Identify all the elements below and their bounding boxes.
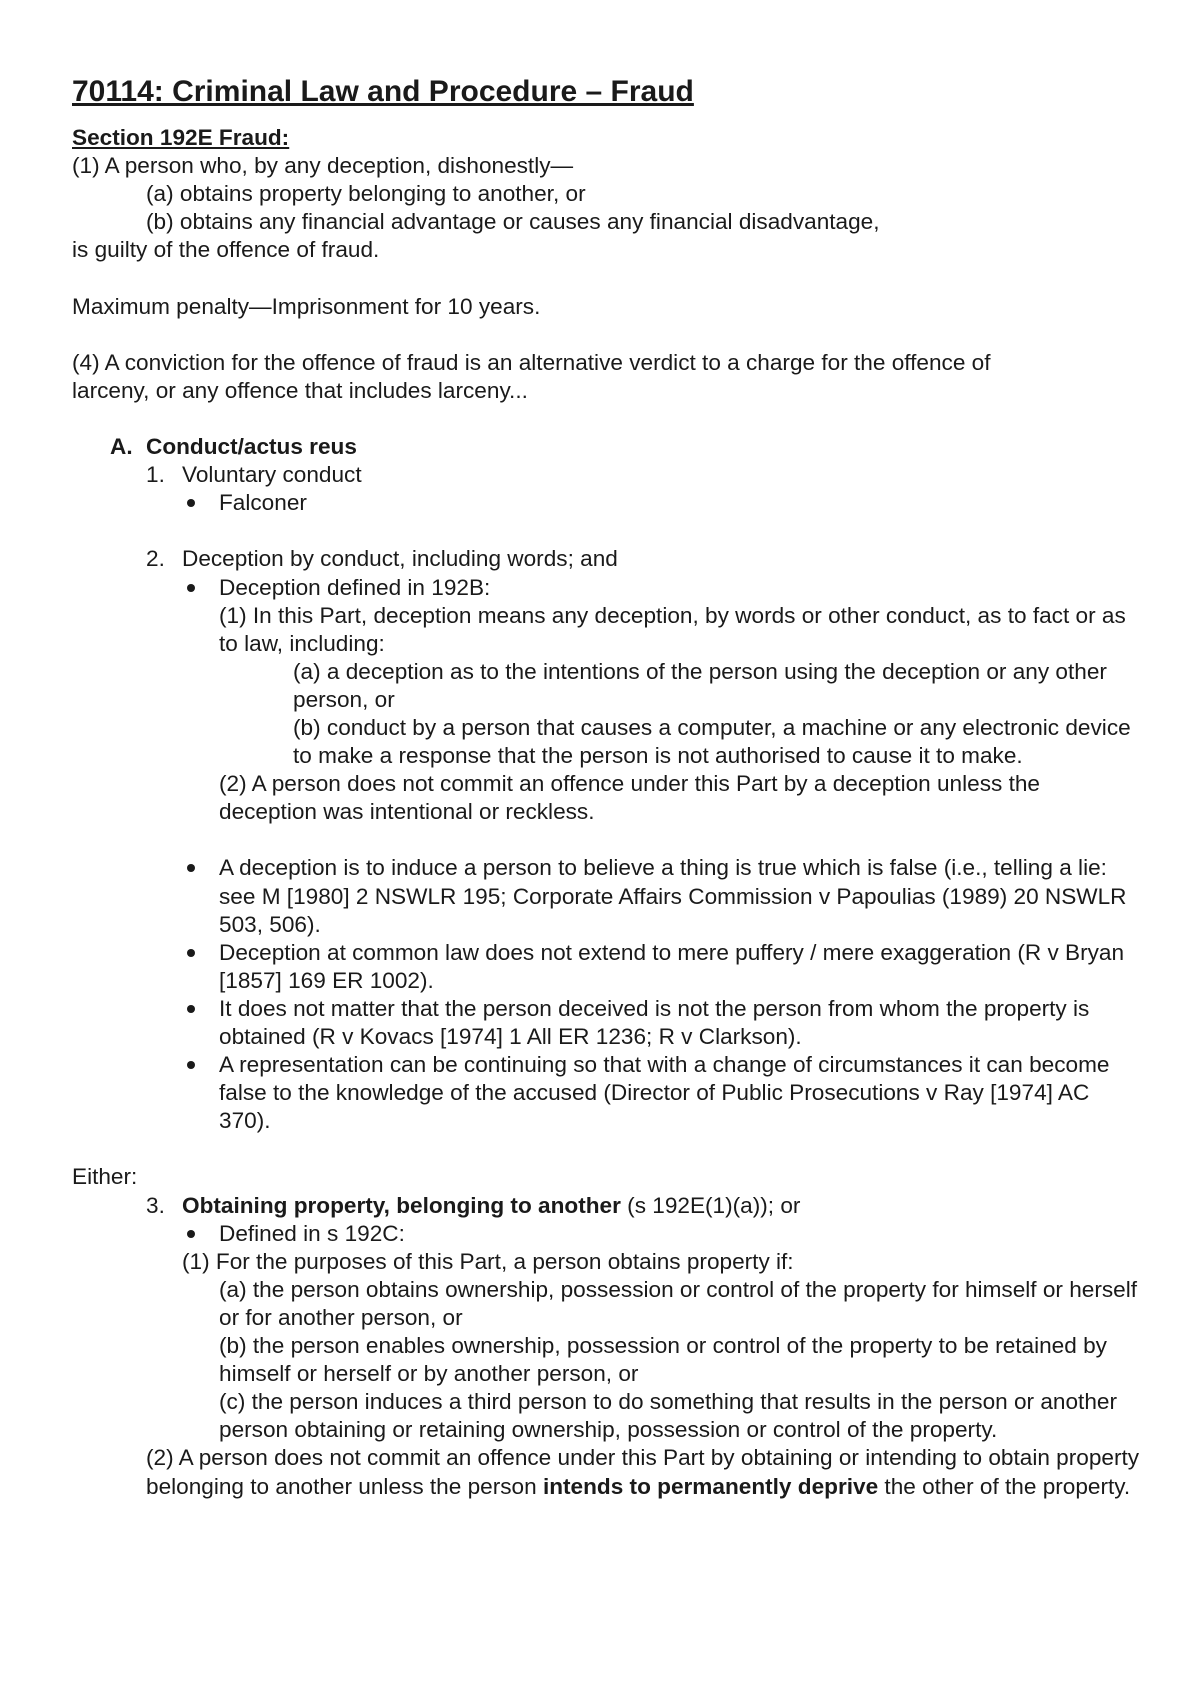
document-title: 70114: Criminal Law and Procedure – Fraud [72,75,694,108]
bullet-dot [187,949,195,957]
item-1 [72,461,1142,489]
def-192c-1: (1) For the purposes of this Part, a person obtains property if: [182,1248,794,1274]
def-192c-1b: (b) the person enables ownership, possession or control of the property to be retained by himself or herself or by another person, or [219,1333,1107,1387]
section-sub1: (1) A person who, by any deception, dishonestly— [72,153,574,179]
section-heading: Section 192E Fraud: [72,125,290,150]
section-guilty: is guilty of the offence of fraud. [72,237,380,263]
def-192c-2-post: the other of the property. [878,1473,1131,1499]
part-a-marker: A. [110,434,133,460]
bullet-text: It does not matter that the person deceived is not the person from whom the property is obtained (R v Kovacs [1974] 1 All ER 1236; R v Clarkson). [219,995,1090,1049]
either-label: Either: [72,1164,138,1190]
item-3-rest-text: (s 192E(1)(a)); or [620,1192,801,1218]
bullet-dot [187,584,195,592]
def-192b-1a: (a) a deception as to the intentions of the person using the deception or any other person, or [293,658,1107,712]
section-sub4-line1: (4) A conviction for the offence of fraud is an alternative verdict to a charge for the offence of [72,349,991,375]
def-192c-2-bold: intends to permanently deprive [542,1473,879,1499]
bullet-dot [187,864,195,872]
item-2-text: Deception by conduct, including words; and [182,546,618,572]
def-192c-2 [72,1444,1142,1500]
def-192c-2-pre: (2) A person does not commit an offence under this Part by obtaining or intending to obtain property belonging to another unless the person [146,1445,1140,1499]
bullet-person-deceived [72,995,1142,1051]
def-192b-1b: (b) conduct by a person that causes a computer, a machine or any electronic device to make a response that the person is not authorised to cause it to make. [293,714,1131,769]
def-192c-1c: (c) the person induces a third person to do something that results in the person or another person obtaining or retaining ownership, possession or control of the property. [219,1389,1117,1443]
bullet-text: Deception at common law does not extend to mere puffery / mere exaggeration (R v Bryan [1857] 169 ER 1002). [219,939,1125,993]
item-3 [72,1192,1142,1220]
part-a-heading [72,433,1142,461]
document-page [72,72,1142,1501]
item-3-number: 3. [146,1192,165,1218]
bullet-text: A deception is to induce a person to believe a thing is true which is false (i.e., telling a lie: see M [1980] 2 NSWLR 195; Corporate Affairs Commission v Papoulias (1989) 20 NSWLR 503, 506). [219,855,1127,937]
part-a-title: Conduct/actus reus [146,434,357,460]
section-sub1a: (a) obtains property belonging to another, or [146,181,586,207]
bullet-defined-192c [72,1220,1142,1248]
bullet-text: A representation can be continuing so that with a change of circumstances it can become false to the knowledge of the accused (Director of Public Prosecutions v Ray [1974] AC 370). [219,1052,1110,1134]
bullet-text: Falconer [219,490,307,516]
bullet-dot [187,1005,195,1013]
bullet-dot [187,499,195,507]
bullet-text: Defined in s 192C: [219,1220,405,1246]
item-2-number: 2. [146,546,165,572]
section-penalty: Maximum penalty—Imprisonment for 10 years. [72,293,541,319]
def-192c-1a: (a) the person obtains ownership, possession or control of the property for himself or herself or for another person, or [219,1276,1138,1330]
bullet-dot [187,1061,195,1069]
bullet-puffery [72,939,1142,995]
bullet-continuing-representation [72,1051,1142,1135]
bullet-dot [187,1230,195,1238]
bullet-deception-defined [72,574,1142,602]
item-1-number: 1. [146,462,165,488]
section-sub4-line2: larceny, or any offence that includes larceny... [72,377,528,403]
bullet-deception-induce [72,854,1142,938]
item-3-bold-text: Obtaining property, belonging to another [182,1192,621,1218]
def-192b-1: (1) In this Part, deception means any deception, by words or other conduct, as to fact or as to law, including: [219,602,1126,656]
bullet-text: Deception defined in 192B: [219,574,491,600]
item-2 [72,545,1142,573]
def-192b-2: (2) A person does not commit an offence under this Part by a deception unless the deception was intentional or reckless. [219,771,1040,825]
item-1-text: Voluntary conduct [182,462,362,488]
bullet-falconer [72,489,1142,517]
section-sub1b: (b) obtains any financial advantage or causes any financial disadvantage, [146,209,880,235]
